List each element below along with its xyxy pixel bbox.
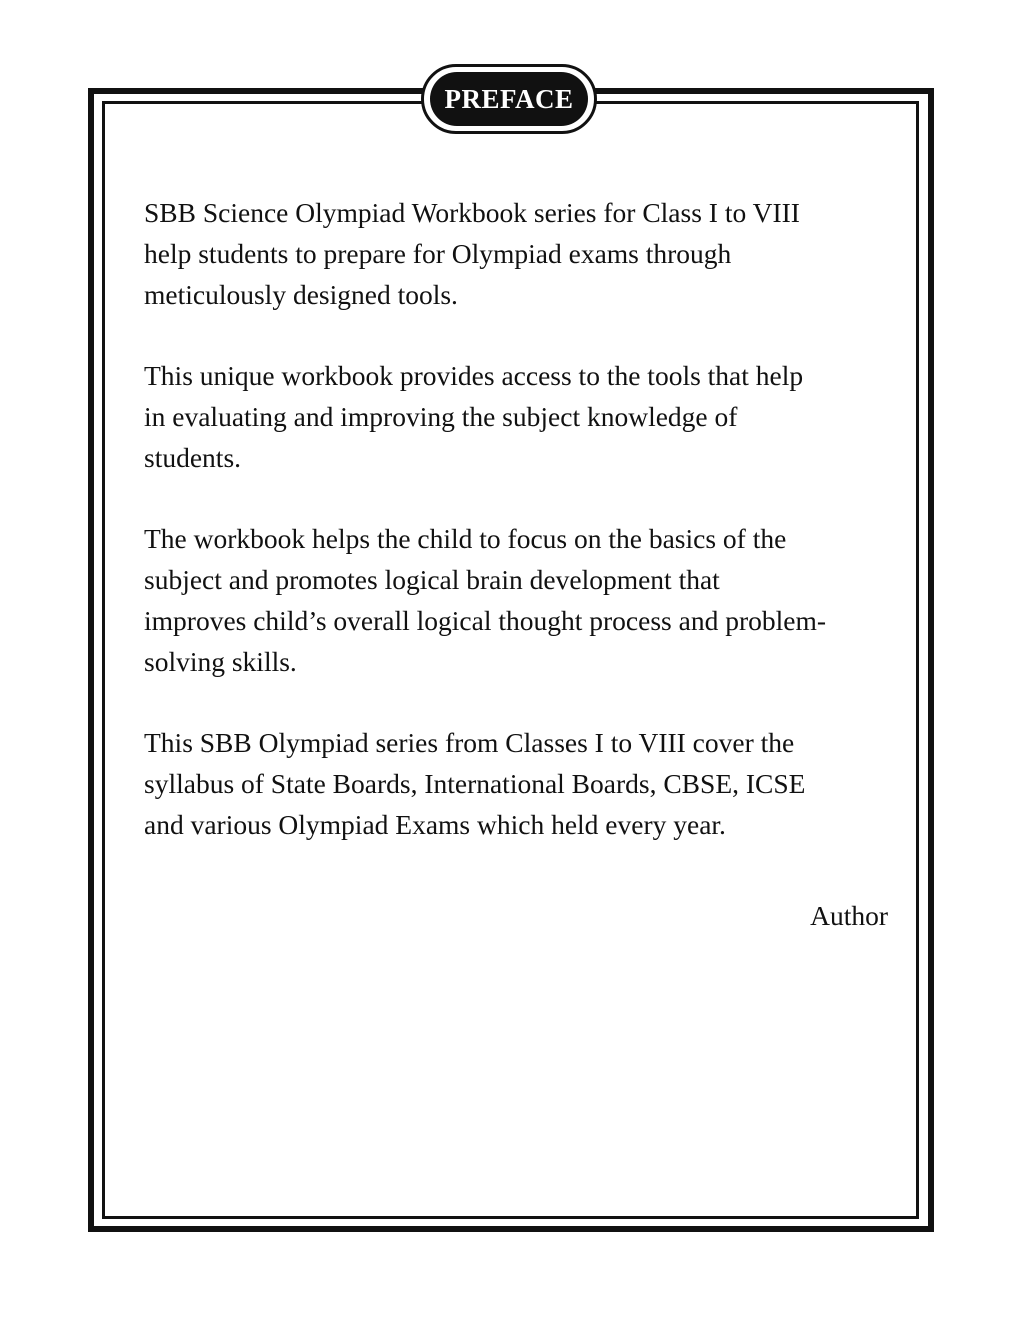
paragraph-2 [144, 355, 894, 478]
paragraph-1 [144, 192, 894, 315]
text-line: meticulously designed tools. [144, 279, 458, 310]
text-line: in evaluating and improving the subject knowledge of [144, 401, 738, 432]
text-line: help students to prepare for Olympiad exams through [144, 238, 732, 269]
text-line: students. [144, 442, 242, 473]
text-line: subject and promotes logical brain development that [144, 564, 720, 595]
paragraph-3 [144, 518, 894, 682]
paragraph-4 [144, 722, 894, 845]
preface-body [144, 192, 894, 885]
page-title: PREFACE [430, 72, 588, 126]
text-line: The workbook helps the child to focus on the basics of the [144, 523, 787, 554]
text-line: solving skills. [144, 646, 297, 677]
text-line: This unique workbook provides access to the tools that help [144, 360, 804, 391]
text-line: improves child’s overall logical thought process and problem- [144, 605, 826, 636]
author-signature: Author [810, 900, 888, 931]
text-line: SBB Science Olympiad Workbook series for Class I to VIII [144, 197, 800, 228]
text-line: syllabus of State Boards, International Boards, CBSE, ICSE [144, 768, 806, 799]
text-line: and various Olympiad Exams which held every year. [144, 809, 726, 840]
text-line: This SBB Olympiad series from Classes I to VIII cover the [144, 727, 795, 758]
